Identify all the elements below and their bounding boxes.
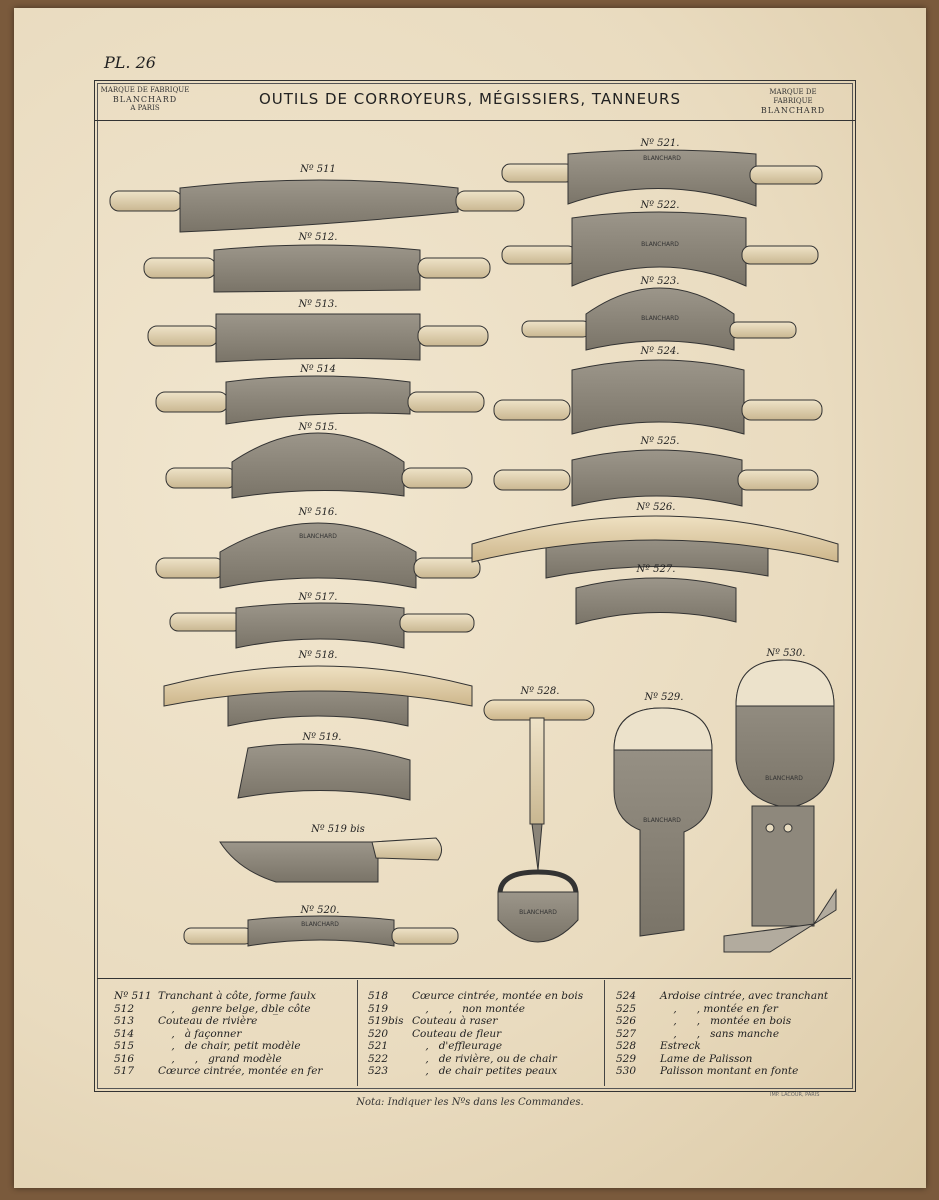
legend-row	[114, 1065, 354, 1078]
label-513: Nº 513.	[298, 299, 338, 310]
handle	[418, 326, 488, 346]
tool-519	[238, 744, 410, 800]
blade-stamp-530: BLANCHARD	[765, 775, 803, 782]
screw	[766, 824, 774, 832]
trademark-left-line3: A PARIS	[130, 104, 160, 112]
blade	[226, 376, 410, 424]
handle	[184, 928, 252, 944]
legend-divider	[357, 980, 358, 1086]
blade-stamp-522: BLANCHARD	[641, 241, 679, 248]
blade-stamp-528: BLANCHARD	[519, 909, 557, 916]
tool-511	[110, 180, 524, 232]
legend-number: 520	[368, 1027, 389, 1040]
legend-description: , de chair petites peaux	[412, 1065, 558, 1077]
blade	[576, 578, 736, 624]
legend-row	[114, 1015, 354, 1028]
label-519: Nº 519.	[302, 732, 342, 743]
legend-row	[616, 1003, 850, 1016]
handle	[730, 322, 796, 338]
legend-row	[368, 1053, 604, 1066]
blade	[572, 450, 742, 506]
legend-number: 516	[114, 1052, 135, 1065]
handle	[372, 838, 442, 860]
label-530: Nº 530.	[766, 648, 806, 659]
legend-divider	[604, 980, 605, 1086]
trademark-left-line1: MARQUE DE FABRIQUE	[100, 86, 190, 94]
label-516: Nº 516.	[298, 507, 338, 518]
handle	[402, 468, 472, 488]
legend-number: 523	[368, 1065, 389, 1077]
handle	[144, 258, 216, 278]
nota-note: Nota: Indiquer les Nºs dans les Commandes.	[356, 1097, 584, 1108]
blade	[236, 603, 404, 648]
legend-column-1	[114, 990, 354, 1078]
tool-527	[576, 578, 736, 624]
blade	[220, 842, 378, 882]
legend-description: , genre belge, dbl̲e côte	[158, 1002, 311, 1015]
blade-stamp-520: BLANCHARD	[301, 921, 339, 928]
blade	[572, 212, 746, 286]
label-518: Nº 518.	[298, 650, 338, 661]
label-523: Nº 523.	[640, 276, 680, 287]
plate-number: PL. 26	[104, 53, 156, 72]
label-519bis: Nº 519 bis	[311, 824, 365, 835]
tool-522	[502, 212, 818, 286]
bow	[500, 872, 576, 894]
blade-stamp-529: BLANCHARD	[643, 817, 681, 824]
legend-row	[368, 1015, 604, 1028]
legend-number: 522	[368, 1052, 389, 1065]
legend-description: Lame de Palisson	[660, 1052, 753, 1065]
label-524: Nº 524.	[640, 346, 680, 357]
label-527: Nº 527.	[636, 564, 676, 575]
legend-number: 526	[616, 1015, 637, 1027]
handle	[502, 246, 576, 264]
legend-column-3	[616, 990, 850, 1078]
label-529: Nº 529.	[644, 692, 684, 703]
legend-description: , , montée en bois	[660, 1015, 792, 1027]
handle	[156, 558, 224, 578]
legend-number: 521	[368, 1040, 389, 1052]
blade	[238, 744, 410, 800]
legend-description: , à façonner	[158, 1027, 242, 1040]
legend-row	[616, 990, 850, 1003]
legend-number: 525	[616, 1002, 637, 1015]
legend-number: 529	[616, 1052, 637, 1065]
tool-517	[170, 603, 474, 648]
blade	[498, 892, 578, 942]
legend-row	[616, 1065, 850, 1078]
blade	[216, 314, 420, 362]
legend-number: 528	[616, 1040, 637, 1052]
legend-description: Couteau de fleur	[412, 1027, 502, 1040]
tool-515	[166, 433, 472, 498]
handle	[484, 700, 594, 720]
handle	[418, 258, 490, 278]
legend-row	[616, 1015, 850, 1028]
tool-513	[148, 314, 488, 362]
tool-525	[494, 450, 818, 506]
handle	[148, 326, 218, 346]
legend-column-2	[368, 990, 604, 1078]
legend-description: Estreck	[660, 1040, 701, 1052]
legend-number: 524	[616, 990, 637, 1002]
tool-512	[144, 245, 490, 292]
legend-description: Ardoise cintrée, avec tranchant	[660, 990, 829, 1002]
handle	[502, 164, 574, 182]
blade-top	[736, 660, 834, 706]
handle	[494, 400, 570, 420]
trademark-right-line2: BLANCHARD	[760, 106, 826, 115]
handle	[170, 613, 242, 631]
blade	[232, 433, 404, 498]
tool-514	[156, 376, 484, 424]
shaft	[530, 718, 544, 824]
handle	[738, 470, 818, 490]
blade	[214, 245, 420, 292]
handle	[742, 246, 818, 264]
legend-number: 512	[114, 1002, 135, 1015]
legend-row	[616, 1028, 850, 1041]
legend-description: , , sans manche	[660, 1027, 780, 1040]
blade-stamp-516: BLANCHARD	[299, 533, 337, 540]
handle	[156, 392, 228, 412]
page-title: OUTILS DE CORROYEURS, MÉGISSIERS, TANNEURS	[258, 90, 682, 108]
handle	[414, 558, 480, 578]
label-515: Nº 515.	[298, 422, 338, 433]
legend-description: , , grand modèle	[158, 1052, 282, 1065]
legend-description: , , montée en fer	[660, 1002, 778, 1015]
legend-number: 518	[368, 990, 389, 1002]
legend-row	[368, 1028, 604, 1041]
handle	[522, 321, 590, 337]
handle	[400, 614, 474, 632]
tool-519bis	[220, 838, 442, 882]
handle	[408, 392, 484, 412]
legend-description: , , non montée	[412, 1002, 525, 1015]
tool-530	[724, 660, 836, 952]
legend-row	[114, 1028, 354, 1041]
label-526: Nº 526.	[636, 502, 676, 513]
legend-row	[368, 1040, 604, 1053]
handle	[494, 470, 570, 490]
legend-number: 519	[368, 1002, 389, 1015]
trademark-right-line1: MARQUE DE FABRIQUE	[769, 88, 817, 105]
label-514: Nº 514	[300, 364, 336, 375]
legend-description: Palisson montant en fonte	[660, 1065, 799, 1077]
legend-row	[368, 1065, 604, 1078]
label-528: Nº 528.	[520, 686, 560, 697]
legend-row	[114, 990, 354, 1003]
blade	[180, 180, 458, 232]
blade-stamp-521: BLANCHARD	[643, 155, 681, 162]
label-522: Nº 522.	[640, 200, 680, 211]
legend-number: 527	[616, 1027, 637, 1040]
printer-credit: IMP. LACOUR, PARIS	[770, 1092, 820, 1098]
legend-description: Cœurce cintrée, montée en bois	[412, 990, 584, 1002]
legend-description: Couteau à raser	[412, 1015, 498, 1027]
tool-518	[164, 666, 472, 726]
stand-column	[752, 806, 814, 926]
handle	[742, 400, 822, 420]
legend-description: , d'effleurage	[412, 1040, 503, 1052]
legend-rule	[97, 978, 851, 979]
label-517: Nº 517.	[298, 592, 338, 603]
blade	[572, 360, 744, 434]
trademark-left-line2: BLANCHARD	[112, 95, 178, 104]
legend-number: 517	[114, 1065, 135, 1077]
handle	[456, 191, 524, 211]
legend-description: Cœurce cintrée, montée en fer	[158, 1065, 323, 1077]
screw	[784, 824, 792, 832]
legend-row	[114, 1053, 354, 1066]
tool-528	[484, 700, 594, 942]
label-511: Nº 511	[300, 164, 336, 175]
tool-524	[494, 360, 822, 434]
legend-number: 519bis	[368, 1015, 404, 1027]
legend-row	[114, 1003, 354, 1016]
handle	[750, 166, 822, 184]
handle	[166, 468, 236, 488]
legend-row	[114, 1040, 354, 1053]
blade-stamp-523: BLANCHARD	[641, 315, 679, 322]
legend-number: 513	[114, 1015, 135, 1027]
legend-description: Tranchant à côte, forme faulx	[158, 990, 317, 1002]
legend-number: 514	[114, 1027, 135, 1040]
blade-top	[614, 708, 712, 750]
legend-number: Nº 511	[114, 990, 152, 1002]
label-521: Nº 521.	[640, 138, 680, 149]
legend-description: , de chair, petit modèle	[158, 1040, 301, 1052]
legend-row	[616, 1053, 850, 1066]
handle	[392, 928, 458, 944]
legend-row	[616, 1040, 850, 1053]
label-520: Nº 520.	[300, 905, 340, 916]
handle	[110, 191, 182, 211]
legend-number: 515	[114, 1040, 135, 1052]
label-525: Nº 525.	[640, 436, 680, 447]
legend-number: 530	[616, 1065, 637, 1077]
legend-row	[368, 990, 604, 1003]
legend-description: , de rivière, ou de chair	[412, 1052, 557, 1065]
label-512: Nº 512.	[298, 232, 338, 243]
rod	[532, 824, 542, 870]
legend-description: Couteau de rivière	[158, 1015, 258, 1027]
legend-row	[368, 1003, 604, 1016]
